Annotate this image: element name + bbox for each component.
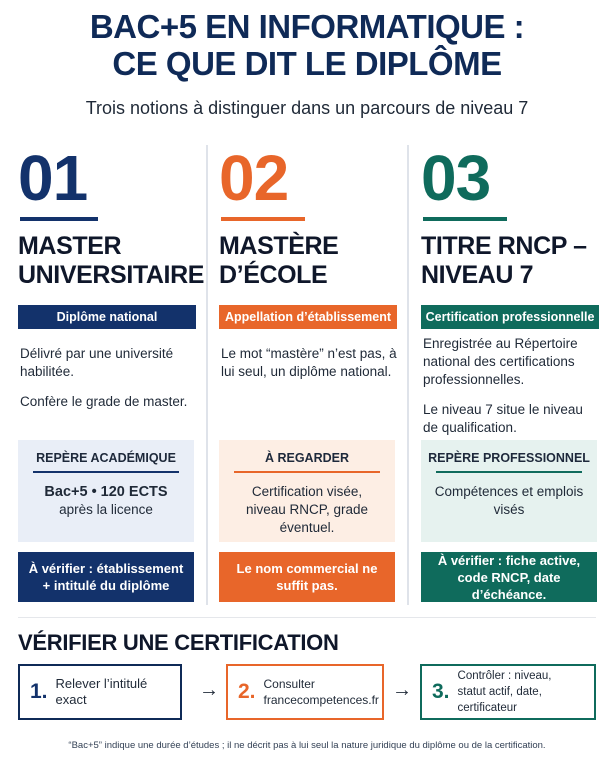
panel-text-sub: après la licence: [59, 502, 153, 517]
number-underline: [221, 217, 305, 221]
column-body: [20, 345, 198, 411]
page-subtitle: Trois notions à distinguer dans un parcours de niveau 7: [85, 98, 529, 118]
column-mastere-ecole: [219, 140, 397, 605]
step-1-box: [18, 664, 182, 720]
panel-text-main: Bac+5 • 120 ECTS: [44, 484, 168, 500]
step-number: 2.: [238, 680, 256, 703]
step-text-line-1: Contrôler : niveau,: [457, 670, 552, 682]
heading-line-1: MASTER: [18, 232, 122, 260]
panel-rule: [33, 471, 179, 473]
number-underline: [20, 217, 98, 221]
step-2-box: [226, 664, 384, 720]
body-paragraph: Enregistrée au Répertoire national des certifications professionnelles.: [423, 336, 578, 387]
check-banner: À vérifier : fiche active, code RNCP, date d’échéance.: [421, 552, 597, 602]
category-tag: Certification professionnelle: [421, 305, 599, 329]
heading-line-2: NIVEAU 7: [421, 261, 534, 289]
step-text: [264, 676, 379, 708]
column-titre-rncp: [421, 140, 599, 605]
column-divider: [206, 145, 208, 605]
page-title: [0, 8, 614, 82]
title-line-1: BAC+5 EN INFORMATIQUE :: [89, 8, 525, 45]
step-number: 1.: [30, 680, 48, 703]
column-number: 01: [18, 142, 88, 214]
section-divider: [18, 617, 596, 618]
column-heading: [18, 232, 205, 290]
column-number: 02: [219, 142, 289, 214]
heading-line-2: D’ÉCOLE: [219, 261, 328, 289]
info-panel: [18, 440, 194, 542]
arrow-right-icon: →: [392, 679, 412, 701]
category-tag: Appellation d’établissement: [219, 305, 397, 329]
step-3-box: [420, 664, 596, 720]
check-banner: Le nom commercial ne suffit pas.: [219, 552, 395, 602]
heading-line-1: MASTÈRE: [219, 232, 339, 260]
heading-line-1: TITRE RNCP –: [421, 232, 587, 260]
body-paragraph: Délivré par une université habilitée.: [20, 346, 174, 379]
step-text: [458, 668, 594, 716]
category-tag: Diplôme national: [18, 305, 196, 329]
panel-title: À REGARDER: [264, 451, 350, 465]
title-line-2: CE QUE DIT LE DIPLÔME: [112, 45, 502, 82]
column-divider: [407, 145, 409, 605]
panel-rule: [436, 471, 582, 473]
panel-title: REPÈRE PROFESSIONNEL: [428, 451, 590, 465]
column-body: [221, 345, 399, 381]
column-number: 03: [421, 142, 491, 214]
body-paragraph: Le mot “mastère” n’est pas, à lui seul, un diplôme national.: [221, 346, 397, 379]
verify-section-title: VÉRIFIER UNE CERTIFICATION: [18, 630, 339, 655]
step-text-line-1: Consulter: [263, 677, 315, 691]
panel-text: Certification visée, niveau RNCP, grade éventuel.: [245, 484, 369, 535]
number-underline: [423, 217, 507, 221]
info-panel: [219, 440, 395, 542]
check-banner: À vérifier : établissement + intitulé du diplôme: [18, 552, 194, 602]
panel-title: REPÈRE ACADÉMIQUE: [36, 451, 176, 465]
column-master-universitaire: [18, 140, 205, 605]
arrow-right-icon: →: [199, 679, 219, 701]
step-text-line-2: francecompetences.fr: [263, 693, 379, 707]
panel-rule: [234, 471, 380, 473]
column-body: [423, 335, 601, 437]
step-number: 3.: [432, 680, 450, 703]
step-text: Relever l’intitulé exact: [55, 676, 148, 707]
body-paragraph: Le niveau 7 situe le niveau de qualification.: [423, 402, 583, 435]
panel-text: Compétences et emplois visés: [434, 484, 584, 517]
column-heading: [421, 232, 605, 290]
footnote: “Bac+5” indique une durée d’études ; il ne décrit pas à lui seul la nature juridique du diplôme ou de la certification.: [68, 740, 546, 751]
column-heading: [219, 232, 403, 290]
info-panel: [421, 440, 597, 542]
step-text-line-2: statut actif, date, certificateur: [457, 686, 542, 714]
heading-line-2: UNIVERSITAIRE: [18, 261, 205, 289]
body-paragraph: Confère le grade de master.: [20, 394, 188, 409]
panel-text: [18, 483, 194, 519]
